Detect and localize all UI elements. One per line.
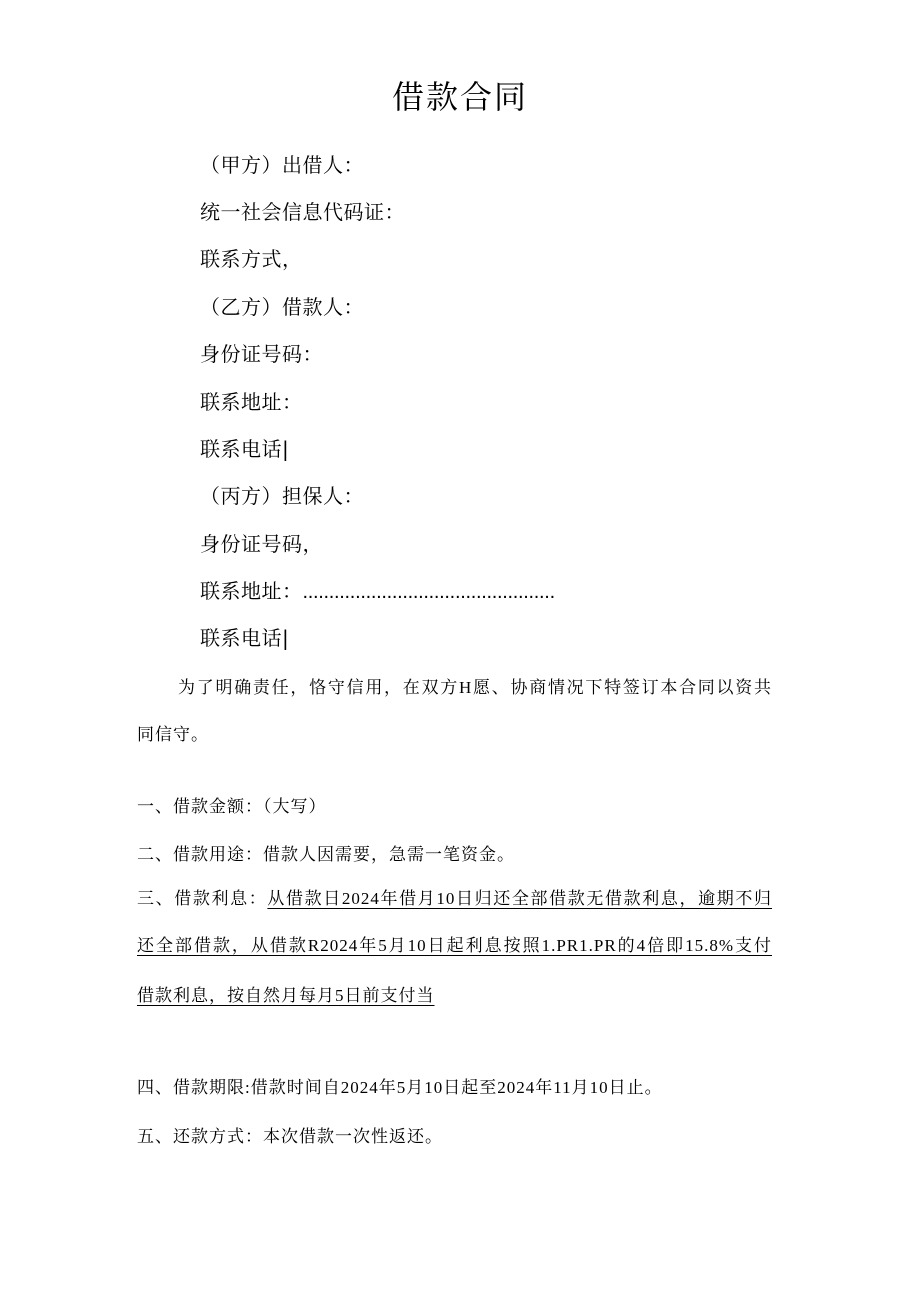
party-c-phone-label: 联系电话|	[200, 626, 290, 650]
clause-interest-label: 三、借款利息：	[137, 889, 268, 908]
party-a-heading: （甲方）出借人：	[200, 153, 364, 177]
party-c-address-label: 联系地址：	[200, 579, 303, 603]
party-c-address-line	[200, 576, 555, 606]
party-c-heading: （丙方）担保人：	[200, 484, 364, 508]
clause-interest-underlined-1: 从借款日2024年借月10日归还全部借款无借款利息，逾期不归	[267, 889, 772, 908]
document-title: 借款合同	[391, 78, 528, 116]
preamble-line-2: 同信守。	[137, 725, 209, 744]
clause-amount: 一、借款金额：（大写）	[137, 797, 327, 816]
party-c-id-label: 身份证号码，	[200, 532, 323, 556]
clause-interest-underlined-2: 还全部借款，从借款R2024年5月10日起利息按照1.PR1.PR的4倍即15.8%支付	[137, 936, 772, 955]
clause-interest-line-2	[137, 933, 772, 959]
party-a-credit-code-label: 统一社会信息代码证：	[200, 200, 405, 224]
party-b-heading: （乙方）借款人：	[200, 295, 364, 319]
party-c-address-fill: ................................................	[302, 581, 555, 603]
clause-term: 四、借款期限:借款时间自2024年5月10日起至2024年11月10日止。	[137, 1078, 663, 1097]
clause-purpose: 二、借款用途：借款人因需要，急需一笔资金。	[137, 845, 515, 864]
clause-interest-line-3	[137, 983, 435, 1009]
party-a-contact-label: 联系方式，	[200, 247, 303, 271]
preamble-line-1: 为了明确责任，恪守信用，在双方H愿、协商情况下特签订本合同以资共	[178, 678, 772, 697]
clause-interest-line-1	[137, 886, 772, 912]
clause-repayment: 五、还款方式：本次借款一次性返还。	[137, 1127, 443, 1146]
party-b-phone-label: 联系电话|	[200, 437, 290, 461]
party-b-id-label: 身份证号码：	[200, 342, 323, 366]
party-b-address-label: 联系地址：	[200, 390, 303, 414]
clause-interest-underlined-3: 借款利息，按自然月每月5日前支付当	[137, 986, 435, 1005]
